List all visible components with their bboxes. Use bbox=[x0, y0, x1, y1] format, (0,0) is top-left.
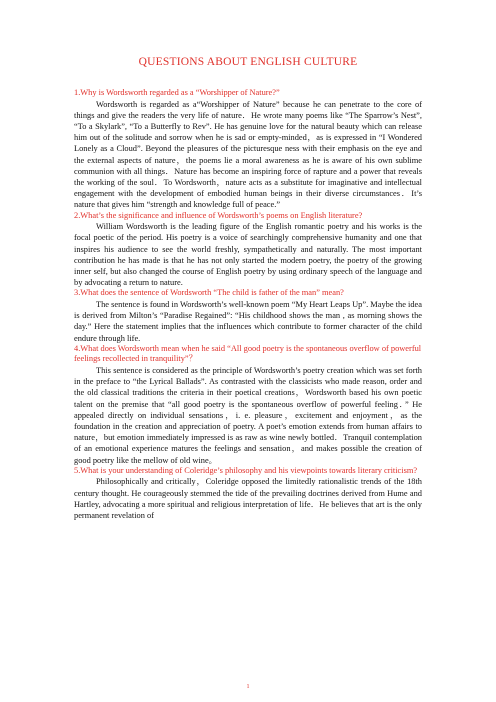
question-2: 2.What’s the significance and influence of Wordsworth’s poems on English literature? bbox=[74, 210, 363, 220]
section-5 bbox=[74, 466, 422, 521]
section-4 bbox=[74, 344, 422, 466]
answer-2: William Wordsworth is the leading figure of the English romantic poetry and his works is the focal poetic of the period. His poetry is a voice of searchingly comprehensive humanity and one that inspires his audience to see the world freshly, sympathetically and naturally. The most important contribution he has made is that he has not only started the modern poetry, the poetry of the growing inner self, but also changed the course of English poetry by using ordinary speech of the language and by advocating a return to nature. bbox=[74, 222, 422, 288]
question-4: 4.What does Wordsworth mean when he said “All good poetry is the spontaneous overflow of powerful feelings recollected in tranquility”？ bbox=[74, 343, 422, 364]
answer-5: Philosophically and critically，Coleridge opposed the limitedly rationalistic trends of the 18th century thought. He courageously stemmed the tide of the prevailing doctrines derived from Hume and Hartley, advocating a more spiritual and religious interpretation of life．He believes that art is the only permanent revelation of bbox=[74, 477, 422, 521]
section-2 bbox=[74, 211, 422, 289]
question-1: 1.Why is Wordsworth regarded as a “Worshipper of Nature?” bbox=[74, 88, 280, 97]
answer-3: The sentence is found in Wordsworth’s well-known poem “My Heart Leaps Up”. Maybe the idea is derived from Milton’s “Paradise Regained”: “His childhood shows the man , as morning shows the day.” Here the statement implies that the influences which contribute to former character of the child endure through life. bbox=[74, 300, 422, 343]
section-1 bbox=[74, 88, 422, 211]
document-title: QUESTIONS ABOUT ENGLISH CULTURE bbox=[138, 56, 358, 68]
answer-4: This sentence is considered as the principle of Wordsworth’s poetry creation which was set forth in the preface to “the Lyrical Ballads”. As contrasted with the classicists who made reason, order and the old classical traditions the criteria in their poetical creations，Wordsworth based his own poetic talent on the premise that “all good poetry is the spontaneous overflow of powerful feeling．” He appealed directly on individual sensations，i. e. pleasure，excitement and enjoyment，as the foundation in the creation and appreciation of poetry. A poet’s emotion extends from human affairs to nature，but emotion immediately impressed is as raw as wine newly bottled．Tranquil contemplation of an emotional experience matures the feelings and sensation，and makes possible the creation of good poetry like the mellow of old wine。 bbox=[74, 366, 422, 465]
answer-1: Wordsworth is regarded as a“Worshipper of Nature” because he can penetrate to the core of things and give the readers the very life of nature．He wrote many poems like “The Sparrow’s Nest”, “To a Skylark”, “To a Butterfly to Rev”. He has genuine love for the natural beauty which can release him out of the solitude and sorrow when he is sad or empty-minded，as is expressed in “I Wondered Lonely as a Cloud”. Beyond the pleasures of the picturesque ness with their emphasis on the eye and the external aspects of nature，the poems lie a moral awareness as he is aware of his own sublime communion with all things．Nature has become an inspiring force of rapture and a power that reveals the working of the soul．To Wordsworth，nature acts as a substitute for imaginative and intellectual engagement with the development of embodied human beings in their diverse circumstances．It’s nature that gives him “strength and knowledge full of peace.” bbox=[74, 99, 422, 210]
section-3 bbox=[74, 288, 422, 343]
question-3: 3.What does the sentence of Wordsworth “The child is father of the man” mean? bbox=[74, 288, 344, 298]
page-number: 1 bbox=[246, 684, 250, 690]
document-page bbox=[74, 56, 422, 521]
question-5: 5.What is your understanding of Coleridge’s philosophy and his viewpoints towards literary criticism? bbox=[74, 465, 418, 475]
